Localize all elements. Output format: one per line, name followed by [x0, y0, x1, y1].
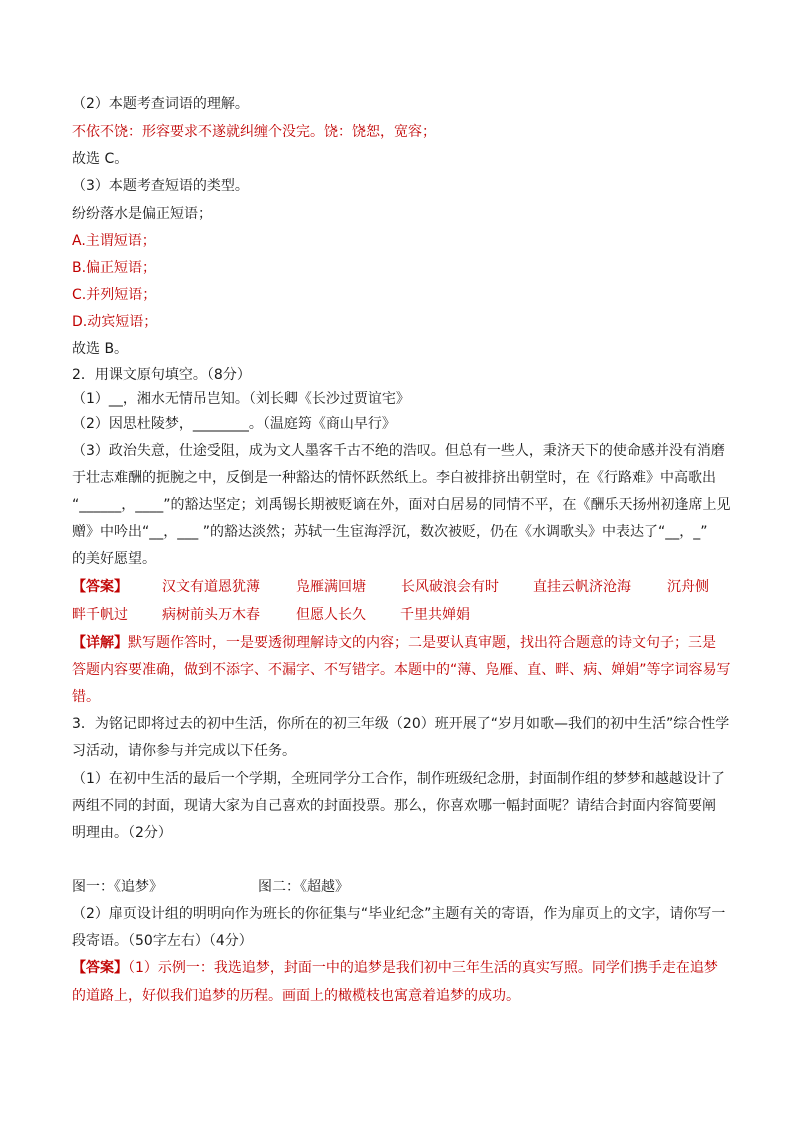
figure-1-caption: 图一：《追梦》 [72, 879, 163, 895]
q2-part3-line1: （3）政治失意，仕途受阻，成为文人墨客千古不绝的浩叹。但总有一些人，秉济天下的使命感并没有消磨 [72, 443, 725, 459]
answer-text: （1）示例一：我选追梦，封面一中的追梦是我们初中三年生活的真实写照。同学们携手走在追梦 [128, 960, 718, 976]
q3-title-line2: 习活动，请你参与并完成以下任务。 [72, 743, 296, 759]
q1-part2-explanation: 不依不饶：形容要求不遂就纠缠个没完。饶：饶恕，宽容； [72, 124, 436, 140]
q2-part3-line2: 于壮志难酬的扼腕之中，反倒是一种豁达的情怀跃然纸上。李白被排挤出朝堂时，在《行路难》中高歌出 [72, 470, 716, 486]
q2-part2: （2）因思杜陵梦，________。（温庭筠《商山早行》 [72, 416, 396, 432]
answer-item: 直挂云帆济沧海 [533, 579, 631, 595]
q2-detail-line3: 错。 [72, 689, 100, 705]
q1-part2-heading: （2）本题考查词语的理解。 [72, 96, 249, 112]
q2-part1: （1）__，湘水无情吊岂知。（刘长卿《长沙过贾谊宅》 [72, 391, 410, 407]
q2-detail-line1 [72, 634, 716, 652]
answer-item: 汉文有道恩犹薄 [162, 579, 260, 595]
detail-label: 【详解】 [72, 635, 128, 651]
answer-item: 凫雁满回塘 [296, 579, 366, 595]
q1-part3-explanation: 纷纷落水是偏正短语； [72, 206, 212, 222]
answer-label: 【答案】 [72, 960, 128, 976]
q2-part3-line3: “______，____”的豁达坚定；刘禹锡长期被贬谪在外，面对白居易的同情不平，在《酬乐天扬州初逢席上见 [72, 497, 731, 513]
q3-answer-line1 [72, 959, 718, 977]
answer-item: 沉舟侧 [667, 579, 709, 595]
q2-detail-line2: 答题内容要准确，做到不添字、不漏字、不写错字。本题中的“薄、凫雁、直、畔、病、婵娟”等字词容易写 [72, 662, 731, 678]
q2-answer-row1 [72, 578, 732, 596]
q2-part3-line5: 的美好愿望。 [72, 551, 156, 567]
q2-title: 2．用课文原句填空。（8分） [72, 367, 251, 383]
answer-item: 千里共婵娟 [400, 607, 470, 623]
q3-part1-line3: 明理由。（2分） [72, 825, 172, 841]
answer-item: 但愿人长久 [296, 607, 366, 623]
q3-part1-line2: 两组不同的封面，现请大家为自己喜欢的封面投票。那么，你喜欢哪一幅封面呢？请结合封面内容简要阐 [72, 798, 716, 814]
answer-label: 【答案】 [72, 579, 128, 595]
q1-part3-choice: 故选 B。 [72, 341, 129, 357]
figure-2-caption: 图二：《超越》 [258, 879, 349, 895]
q2-part3-line4: 赠》中吟出“__，___ ”的豁达淡然；苏轼一生宦海浮沉，数次被贬，仍在《水调歌头》中表达了“__，_” [72, 524, 708, 540]
detail-text: 默写题作答时，一是要透彻理解诗文的内容；二是要认真审题，找出符合题意的诗文句子；三是 [128, 635, 716, 651]
option-c: C.并列短语； [72, 287, 157, 303]
q3-title-line1: 3．为铭记即将过去的初中生活，你所在的初三年级（20）班开展了“岁月如歌—我们的初中生活”综合性学 [72, 716, 730, 732]
q2-answer-row2 [72, 606, 732, 624]
q3-part2-line2: 段寄语。（50字左右）（4分） [72, 933, 253, 949]
q3-part2-line1: （2）扉页设计组的明明向作为班长的你征集与“毕业纪念”主题有关的寄语，作为扉页上的文字，请你写一 [72, 906, 726, 922]
answer-item: 长风破浪会有时 [401, 579, 499, 595]
option-b: B.偏正短语； [72, 260, 157, 276]
answer-item: 畔千帆过 [72, 607, 128, 623]
q3-answer-line2: 的道路上，好似我们追梦的历程。画面上的橄榄枝也寓意着追梦的成功。 [72, 988, 520, 1004]
answer-item: 病树前头万木春 [162, 607, 260, 623]
q1-part2-choice: 故选 C。 [72, 151, 129, 167]
q3-part1-line1: （1）在初中生活的最后一个学期，全班同学分工合作，制作班级纪念册，封面制作组的梦梦和越越设计了 [72, 771, 725, 787]
option-a: A.主谓短语； [72, 233, 156, 249]
q1-part3-heading: （3）本题考查短语的类型。 [72, 178, 249, 194]
option-d: D.动宾短语； [72, 314, 158, 330]
